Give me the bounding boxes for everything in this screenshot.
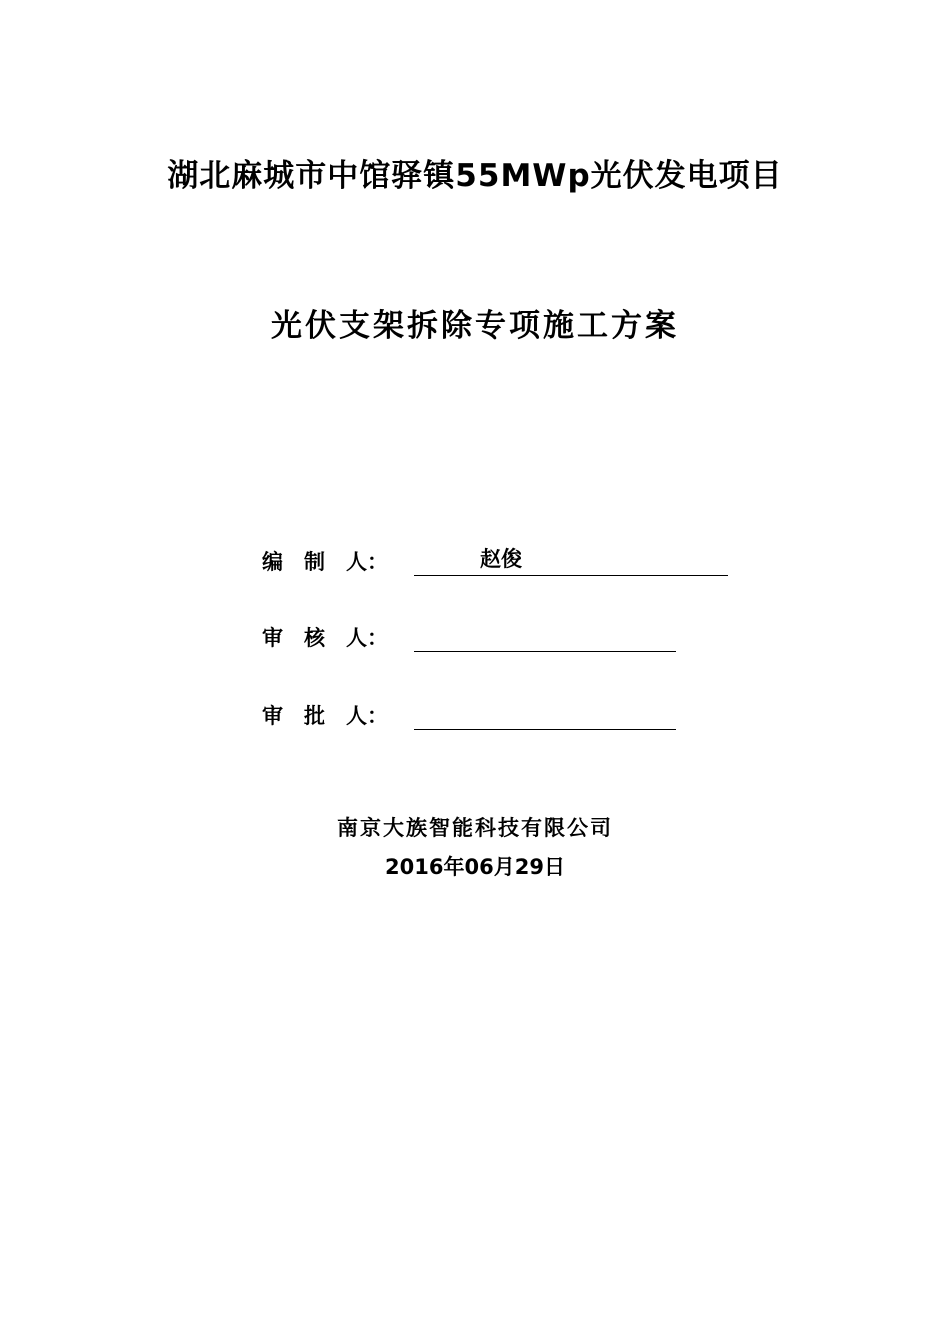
company-name: 南京大族智能科技有限公司 <box>337 816 613 840</box>
reviewer-label: 审 核 人： <box>262 626 388 650</box>
compiler-signature-line <box>414 547 728 576</box>
document-date: 2016年06月29日 <box>385 855 565 879</box>
compiler-row <box>262 542 728 576</box>
project-title: 湖北麻城市中馆驿镇55MWp光伏发电项目 <box>167 158 783 194</box>
reviewer-row <box>262 618 676 652</box>
approver-row <box>262 696 676 730</box>
approver-label: 审 批 人： <box>262 704 388 728</box>
compiler-label: 编 制 人： <box>262 550 388 574</box>
document-title: 光伏支架拆除专项施工方案 <box>271 308 679 344</box>
approver-signature-line <box>414 701 676 730</box>
reviewer-signature-line <box>414 623 676 652</box>
compiler-name: 赵俊 <box>480 547 522 571</box>
